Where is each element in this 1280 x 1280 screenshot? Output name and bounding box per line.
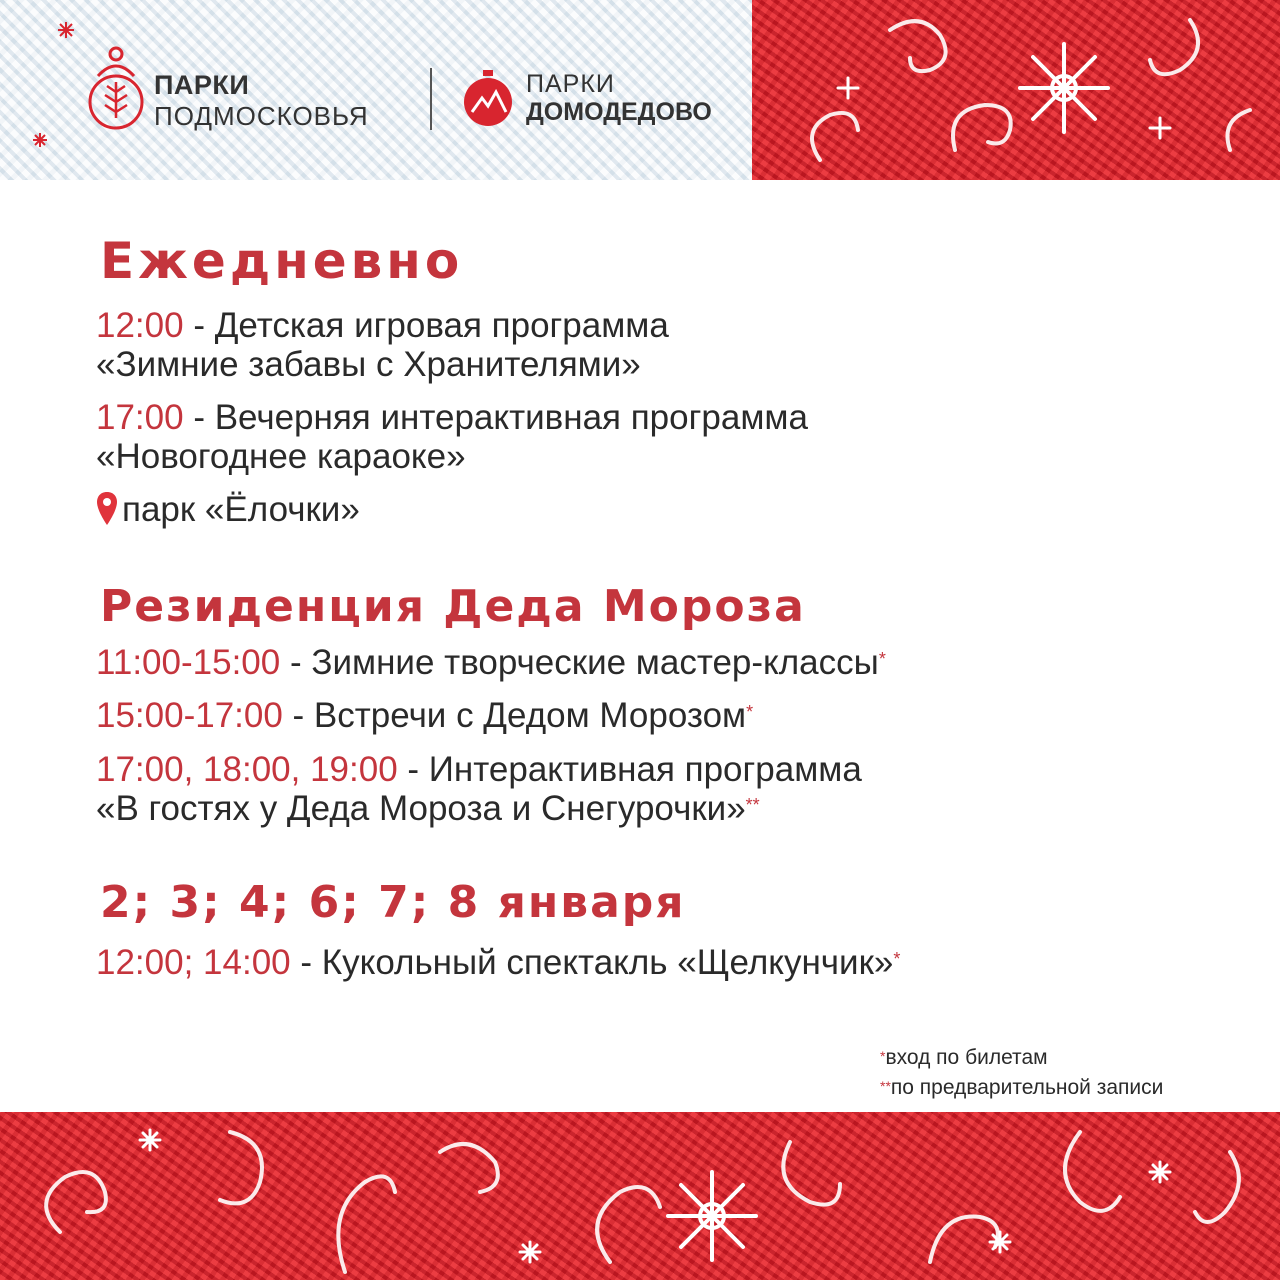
header-banner [0, 0, 1280, 180]
schedule-item-continuation [96, 789, 760, 829]
ticket-asterisk: * [878, 649, 886, 669]
logo2-line2: ДОМОДЕДОВО [526, 98, 712, 126]
item-text: - Встречи с Дедом Морозом [282, 696, 747, 735]
item-text2: «Зимние забавы с Хранителями» [96, 345, 641, 384]
section-title-january-dates: 2; 3; 4; 6; 7; 8 января [100, 877, 686, 928]
footnote-tickets-text: вход по билетам [885, 1046, 1048, 1069]
ticket-asterisk: * [746, 702, 754, 722]
footnote-asterisk: ** [880, 1078, 891, 1094]
logo-parki-domodedovo [460, 62, 760, 132]
schedule-item [96, 696, 753, 736]
logo-divider [430, 68, 432, 130]
location-text: парк «Ёлочки» [122, 490, 360, 529]
location-pin-icon [96, 491, 118, 527]
footer-ornament [0, 1112, 1280, 1280]
item-text: - Детская игровая программа [183, 306, 669, 345]
schedule-item [96, 943, 900, 983]
item-text: - Интерактивная программа [397, 750, 862, 789]
footnote-registration [880, 1073, 1163, 1103]
item-time: 12:00; 14:00 [96, 943, 291, 982]
schedule-item [96, 398, 808, 438]
logo1-line2: ПОДМОСКОВЬЯ [154, 101, 369, 131]
item-text: - Вечерняя интерактивная программа [183, 398, 808, 437]
schedule-item-continuation [96, 437, 466, 477]
schedule-item-continuation [96, 345, 641, 385]
footer-ornament-swirls [0, 1112, 1280, 1280]
logo2-line1: ПАРКИ [526, 70, 615, 98]
item-text2: «Новогоднее караоке» [96, 437, 466, 476]
logo1-line1: ПАРКИ [154, 70, 250, 100]
schedule-item [96, 750, 862, 790]
location [96, 490, 360, 530]
item-time: 17:00, 18:00, 19:00 [96, 750, 398, 789]
item-text: - Зимние творческие мастер-классы [280, 643, 879, 682]
ticket-asterisk: * [893, 949, 901, 969]
schedule-item [96, 306, 669, 346]
footnote-asterisk: * [880, 1048, 886, 1064]
ornament-ball-logo-icon [460, 68, 516, 128]
item-text2: «В гостях у Деда Мороза и Снегурочки» [96, 789, 746, 828]
section-title-residence: Резиденция Деда Мороза [100, 581, 806, 632]
footnotes [880, 1043, 1163, 1103]
hat-logo-icon [86, 46, 148, 132]
footnote-tickets [880, 1043, 1163, 1073]
item-time: 17:00 [96, 398, 184, 437]
item-time: 15:00-17:00 [96, 696, 283, 735]
logo-parki-podmoskovya [86, 46, 416, 132]
item-text: - Кукольный спектакль «Щелкунчик» [290, 943, 894, 982]
footnote-registration-text: по предварительной записи [890, 1076, 1164, 1099]
schedule-item [96, 643, 886, 683]
item-time: 11:00-15:00 [96, 643, 281, 682]
registration-asterisk: ** [745, 795, 760, 815]
item-time: 12:00 [96, 306, 184, 345]
section-title-daily: Ежедневно [100, 232, 464, 290]
